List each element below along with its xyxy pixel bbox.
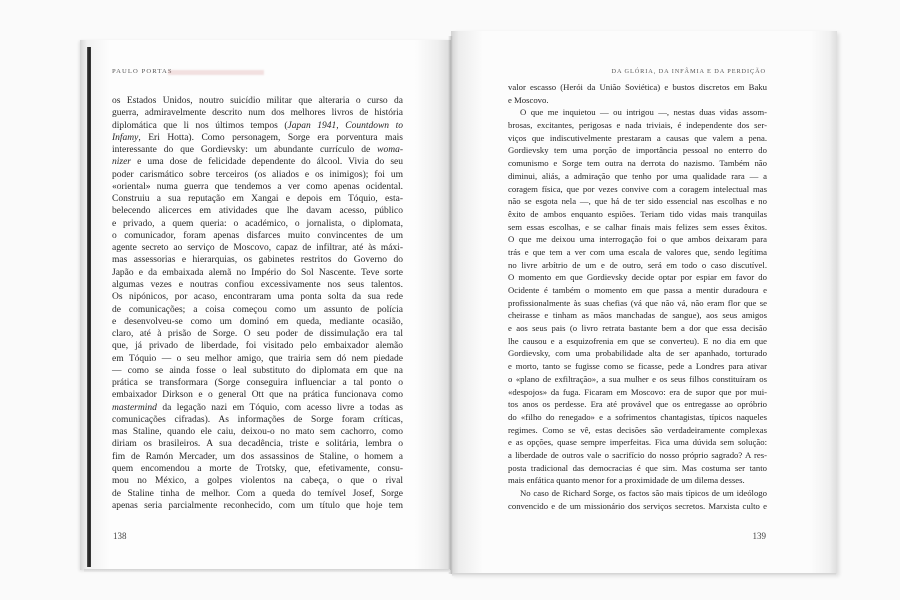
book-gutter [448, 36, 453, 574]
left-running-head: PAULO PORTAS [112, 68, 173, 75]
text-line: Os nipónicos, por acaso, encontraram uma ponta solta da sua rede [112, 292, 403, 303]
italic-phrase: nizer [112, 157, 131, 168]
text-line: brosas, excitantes, perigosas e nada triviais, é independente dos ser- [508, 120, 767, 131]
text-line: tos anos os perdesse. Era até provável que os entregasse ao opróbrio [508, 399, 767, 410]
text-line: O que me deixou uma interrogação foi o que ambos deixaram para [508, 234, 767, 245]
text-line: nizer e uma dose de felicidade dependente do álcool. Vivia do seu [112, 157, 403, 168]
italic-phrase: Japan 1941, Countdown to [287, 120, 403, 131]
text-line: claro, até à prisão de Sorge. O seu poder de dissimulação era tal [112, 329, 403, 340]
text-line: mou no México, a golpes violentos na cabeça, o que o rival [112, 476, 403, 487]
text-line: poder carismático sobre terceiros (os aliados e os inimigos); foi um [112, 169, 403, 180]
text-line: do «filho do renegado» e a sofrimentos chantagistas, típicos naqueles [508, 411, 767, 422]
text-line: a liberdade de outros vale o sacrifício do nosso próprio sagrado? A res- [508, 449, 767, 460]
text-line: em Tóquio — o seu melhor amigo, que trairia sem dó nem piedade [112, 353, 403, 364]
text-line: profissionalmente às suas chefias (vá que não vá, não eram flor que se [508, 297, 767, 308]
text-line: Construiu a sua reputação em Xangai e depois em Tóquio, esta- [112, 194, 403, 205]
book-cover-edge [87, 47, 91, 567]
text-line: algumas vezes e noutras confiou excessivamente nos seus talentos. [112, 279, 403, 290]
italic-phrase: woma- [377, 145, 403, 156]
text-line: sem essas escolhas, e se calhar finais mais felizes sem esses êxitos. [508, 221, 767, 232]
text-line: agente secreto ao serviço de Moscovo, capaz de infiltrar, até às máxi- [112, 243, 403, 254]
text-line: apenas seria parcialmente reconhecido, com um título que hoje tem [112, 500, 403, 511]
text-line: de Staline tinha de melhor. Com a queda do temível Josef, Sorge [112, 488, 403, 499]
left-running-head-faded-title [168, 70, 264, 75]
left-page-stack-edge [84, 569, 450, 572]
text-line: valor escasso (Herói da União Soviética) e bustos discretos em Baku [508, 82, 767, 92]
text-line: diminui, aliás, a admiração que tenho por uma qualidade rara — a [508, 170, 767, 181]
text-line: mastermind da legação nazi em Tóquio, com acesso livre a todas as [112, 402, 403, 413]
text-line: diplomática que li nos últimos tempos (Japan 1941, Countdown to [112, 120, 403, 131]
right-page-text [508, 81, 767, 512]
text-line: e desenvolveu-se como um dominó em queda, mediante ocasião, [112, 316, 403, 327]
text-line: cheirasse e tinham as mãos manchadas de sangue), aos seus amigos [508, 310, 767, 321]
text-line: mas Staline, quando ele caiu, deixou-o no mato sem cachorro, como [112, 427, 403, 438]
text-line: belecendo alicerces em atividades que lhe davam acesso, público [112, 206, 403, 217]
text-line: de comunicações; a coisa começou como um assunto de polícia [112, 304, 403, 315]
text-line: embaixador Dirkson e o general Ott que na prática funcionava como [112, 390, 403, 401]
text-line: diriam os brasileiros. A sua decadência, triste e solitária, lembra o [112, 439, 403, 450]
italic-phrase: mastermind [112, 402, 157, 413]
text-line: mas assessorias e hierarquias, os gabinetes restritos do Governo do [112, 255, 403, 266]
right-running-head: DA GLÓRIA, DA INFÂMIA E DA PERDIÇÃO [611, 68, 766, 75]
text-line: e as opções, quase sempre imperfeitas. Fica uma dúvida sem solução: [508, 437, 767, 448]
text-line: guerra, admiravelmente descrito num dos melhores livros de história [112, 108, 403, 119]
text-line: o comunicador, foram apenas disfarces muito convincentes de um [112, 230, 403, 241]
text-line: êxito de ambos enquanto espiões. Teriam tido vidas mais tranquilas [508, 208, 767, 219]
text-line: convencido e de um missionário dos serviços secretos. Marxista culto e [508, 500, 767, 511]
text-line: trás e que tem a ver com uma escala de valores que, sendo legítima [508, 246, 767, 257]
text-line: coragem física, que por vezes convive com a coragem intelectual mas [508, 183, 767, 194]
text-line: viços que indiscutivelmente prestaram a causas que valem a pena. [508, 132, 767, 143]
text-line: posta tradicional das democracias é que sim. Mas costuma ser tanto [508, 462, 767, 473]
text-line: Gordievsky, com uma probabilidade alta de ser apanhado, torturado [508, 348, 767, 359]
text-line: «oriental» numa guerra que tendemos a ver como apenas ocidental. [112, 181, 403, 192]
text-line: lhe causou e a esquizofrenia em que se converteu). E no dia em que [508, 335, 767, 346]
text-line: Japão e da embaixada alemã no Império do Sol Nascente. Teve sorte [112, 267, 403, 278]
text-line: interessante do que Gordievsky: um abundante currículo de woma- [112, 145, 403, 156]
text-line: Infamy, Eri Hotta). Como personagem, Sorge era porventura mais [112, 132, 403, 143]
text-line: comunismo e Sorge tem outra na derrota do nazismo. Também não [508, 158, 767, 169]
text-line: e Moscovo. [508, 94, 549, 105]
text-line: Gordievsky tem uma porção de importância pessoal no enterro do [508, 145, 767, 156]
text-line: que, já privado de liberdade, foi visitado pelo embaixador alemão [112, 341, 403, 352]
text-line: comunicações cifradas). As informações de Sorge foram críticas, [112, 414, 403, 425]
text-line: No caso de Richard Sorge, os factos são mais típicos de um ideólogo [520, 488, 767, 498]
text-line: fim de Ramón Mercader, um dos assassinos de Staline, o homem a [112, 451, 403, 462]
right-page-number: 139 [752, 531, 766, 541]
text-line: quem encomendou a morte de Trotsky, que, efetivamente, consu- [112, 463, 403, 474]
text-line: não se esgota nela —, que há de ter sido essencial nas escolhas e no [508, 196, 767, 207]
text-line: e privado, a quem queria: o académico, o jornalista, o diplomata, [112, 218, 403, 229]
left-page-number: 138 [113, 531, 127, 541]
text-line: no livre arbítrio de um e de outro, será em todo o caso discutível. [508, 259, 767, 270]
right-page-stack-edge [452, 573, 836, 576]
left-page-text [112, 95, 403, 512]
text-line: O que me inquietou — ou intrigou —, nestas duas vidas assom- [520, 107, 767, 118]
text-line: — como se ainda fosse o leal substituto do diplomata em que na [112, 365, 403, 376]
text-line: «despojos» da fuga. Ficaram em Moscovo: era de supor que por mui- [508, 386, 767, 397]
text-line: e aos seus pais (o livro retrata bastante bem a dor que essa decisão [508, 323, 767, 334]
text-line: o «plano de exfiltração», a sua mulher e os seus filhos constituíram os [508, 373, 767, 384]
text-line: os Estados Unidos, noutro suicídio militar que alteraria o curso da [112, 96, 403, 106]
text-line: prática se transformara (Sorge conseguira influenciar a tal ponto o [112, 378, 403, 389]
text-line: Ocidente é também o momento em que passa a mentir duradoura e [508, 285, 767, 295]
text-line: e morto, tanto se fugisse como se ficasse, pede a Londres para ativar [508, 361, 767, 372]
text-line: mais enfática quanto menor for a proximidade de um dilema desses. [508, 475, 745, 486]
text-line: regimes. Como se vê, estas decisões são verdadeiramente complexas [508, 424, 767, 435]
italic-phrase: Infamy [112, 132, 139, 143]
text-line: O momento em que Gordievsky decide optar por espiar em favor do [508, 272, 767, 283]
